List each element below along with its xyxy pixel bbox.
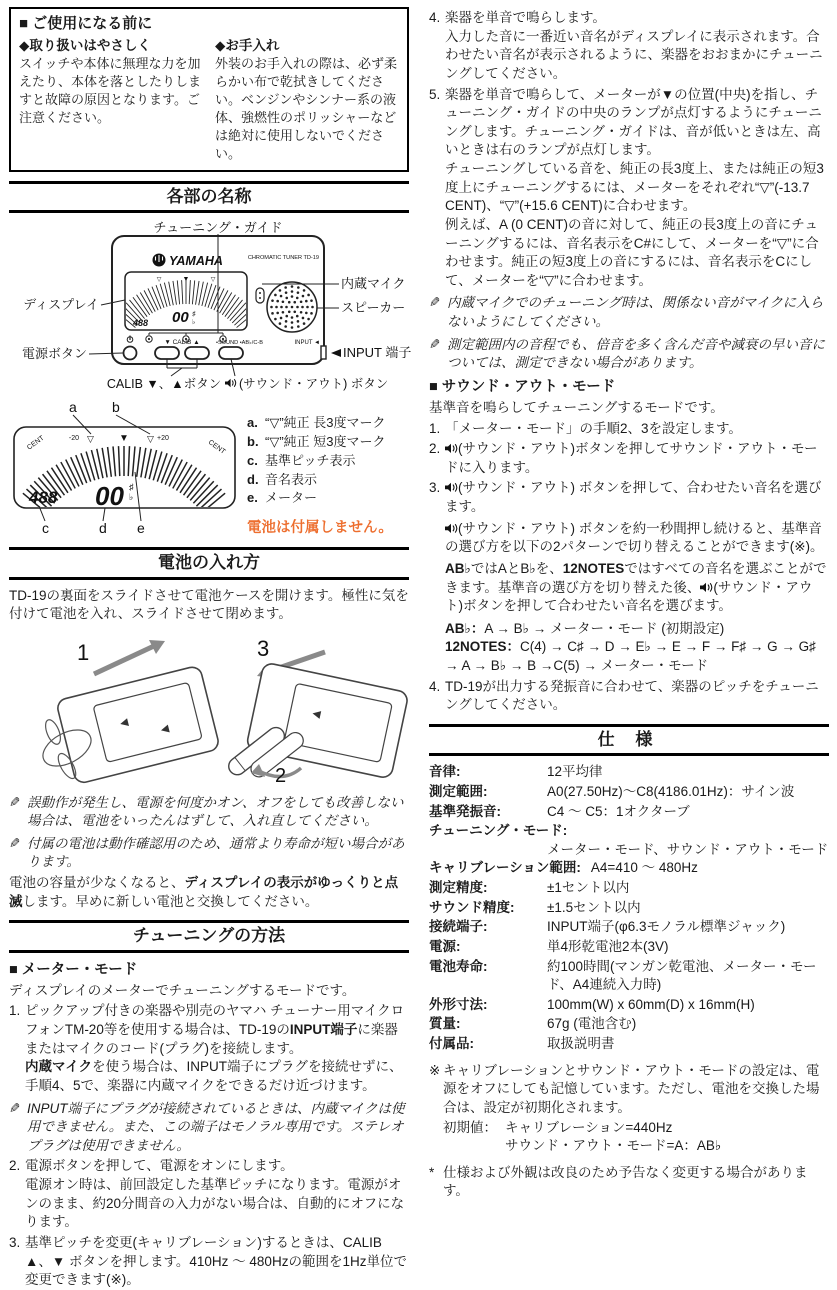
- spec-row-accessories: [429, 1035, 829, 1054]
- meter-mode-intro: ディスプレイのメーターでチューニングするモードです。: [9, 982, 356, 998]
- low-battery-para: [9, 874, 409, 911]
- meter-step-4: [429, 9, 829, 84]
- step-number: 2.: [429, 441, 441, 457]
- spec-row-jack: [429, 918, 829, 937]
- sound-step-1: [429, 420, 829, 439]
- battery-not-included-note: 電池は付属しません。: [247, 520, 393, 537]
- sound-step1-text: 「メーター・モード」の手順2、3を設定します。: [445, 420, 742, 436]
- sound-out-intro: 基準音を鳴らしてチューニングするモードです。: [429, 399, 724, 415]
- cent-right: CENT: [206, 438, 227, 456]
- legend-item-b: [247, 433, 393, 452]
- default-sound-out: サウンド・アウト・モード=A：AB♭: [505, 1138, 722, 1154]
- sound-step3-c: [445, 560, 829, 616]
- spec-label: 質量:: [429, 1016, 461, 1032]
- battery-figures: [9, 626, 409, 787]
- spec-row-temperament: [429, 763, 829, 782]
- cleaning-column: [215, 37, 399, 163]
- spec-label: チューニング・モード:: [429, 823, 568, 839]
- defaults-block: [443, 1119, 829, 1156]
- spec-label: 電源:: [429, 938, 461, 954]
- step2-text: 電源ボタンを押して、電源をオンにします。: [25, 1158, 294, 1174]
- spec-value: 約100時間(マンガン乾電池、メーター・モード、A4連続入力時): [547, 958, 817, 993]
- seq2-text: C(4) → C♯ → D → E♭ → E → F → F♯ → G → G♯ → A → B♭ → B →C(5) → メーター・モード: [445, 639, 816, 673]
- legend-key: a.: [247, 415, 258, 431]
- low-battery-bold: ディスプレイの表示がゆっくりと点滅: [9, 875, 399, 909]
- handling-column: [19, 37, 203, 163]
- footnote-mark: *: [429, 1164, 435, 1180]
- battery-intro: TD-19の裏面をスライドさせて電池ケースを開けます。極性に気を付けて電池を入れ、スライドさせて閉めます。: [9, 587, 409, 622]
- sound-step4-text: TD-19が出力する発振音に合わせて、楽器のピッチをチューニングしてください。: [445, 678, 819, 713]
- step5-a: 楽器を単音で鳴らして、メーターが▼の位置(中央)を指し、チューニング・ガイドの中央のランプが点灯するようにチューニングします。チューニング・ガイドは、音が低いときは左、高いときは右のランプが点灯します。: [445, 86, 822, 158]
- spec-row-dimensions: [429, 996, 829, 1015]
- input-panel-label: INPUT ◄: [294, 340, 320, 347]
- sound-step3-a: [445, 479, 829, 516]
- power-button: [124, 347, 137, 360]
- step3-text: 基準ピッチを変更(キャリブレーション)するときは、CALIB ▲、▼ ボタンを押します。410Hz ～ 480Hzの範囲を1Hz単位で変更できます(※)。: [25, 1234, 407, 1288]
- calib-up-button: [185, 347, 209, 359]
- sound-step-3: [429, 479, 829, 675]
- fig-step-3: 3: [257, 635, 270, 661]
- step1b-bold: 内蔵マイク: [25, 1059, 92, 1075]
- spec-value: メーター・モード、サウンド・アウト・モード: [547, 841, 829, 857]
- note-text: 付属の電池は動作確認用のため、通常より寿命が短い場合があります。: [27, 835, 405, 870]
- step1-sub: [25, 1058, 409, 1095]
- default-calibration: キャリブレーション=440Hz: [505, 1119, 673, 1135]
- input-arrow-icon: [331, 349, 341, 357]
- spec-value: 67g (電池含む): [547, 1016, 637, 1032]
- legend-item-a: [247, 414, 393, 433]
- defaults-label: 初期値：: [443, 1119, 497, 1135]
- handling-heading: ◆取り扱いはやさしく: [19, 37, 151, 53]
- section-title-specs: 仕 様: [429, 724, 829, 756]
- step1-bold: INPUT端子: [289, 1022, 358, 1038]
- spec-label: 付属品:: [429, 1036, 474, 1052]
- spec-value: A4=410 ～ 480Hz: [590, 860, 698, 876]
- meter-note: [9, 1100, 409, 1156]
- pitch-readout: 488: [29, 488, 58, 508]
- legend-item-d: [247, 471, 393, 490]
- right-column: [429, 7, 829, 1290]
- brand-text: YAMAHA: [169, 254, 223, 269]
- callout-e: e: [137, 520, 145, 537]
- spec-row-accuracy: [429, 879, 829, 898]
- legend-key: b.: [247, 433, 259, 449]
- seq1-text: A → B♭ → メーター・モード (初期設定): [484, 620, 725, 636]
- label-tuning-guide: チューニング・ガイド: [153, 220, 283, 236]
- step4-text: 楽器を単音で鳴らします。: [445, 10, 606, 25]
- intro-box: [9, 7, 409, 172]
- legend-text: “▽”純正 長3度マーク: [265, 415, 386, 431]
- low-battery-pre: 電池の容量が少なくなると、: [9, 875, 185, 891]
- pure-major-mark: ▽: [87, 434, 94, 445]
- scale-plus20: +20: [157, 435, 169, 443]
- spec-value: ±1セント以内: [547, 880, 630, 896]
- battery-fig-open: [37, 640, 220, 784]
- step3c-text3: (サウンド・アウト)ボタンを押して合わせたい音名を選びます。: [445, 579, 813, 614]
- calib-panel-label: ▼ CALIB ▲: [164, 339, 200, 347]
- spec-label: 外形寸法:: [429, 996, 488, 1012]
- step-number: 4.: [429, 678, 441, 694]
- sound-out-heading: ■ サウンド・アウト・モード: [429, 378, 616, 395]
- sound-step2-text: (サウンド・アウト)ボタンを押してサウンド・アウト・モードに入ります。: [445, 441, 818, 475]
- spec-value: INPUT端子(φ6.3モノラル標準ジャック): [547, 919, 786, 935]
- section-title-tuning: チューニングの方法: [9, 920, 409, 952]
- low-battery-post: します。早めに新しい電池と交換してください。: [22, 893, 319, 909]
- footnote-text: キャリブレーションとサウンド・アウト・モードの設定は、電源をオフにしても記憶しています。ただし、電池を交換した場合は、設定が初期化されます。: [443, 1062, 820, 1115]
- label-calib: CALIB ▼、▲ボタン: [106, 377, 222, 392]
- spec-value: C4 ～ C5：1オクターブ: [547, 803, 690, 819]
- device-pitch: 488: [133, 318, 149, 329]
- sound-panel-label: •SOUND •AB♭/C-B: [216, 340, 263, 347]
- callout-a: a: [69, 399, 77, 416]
- legend-item-c: [247, 452, 393, 471]
- legend-text: 基準ピッチ表示: [265, 452, 356, 468]
- step-number: 2.: [9, 1158, 21, 1174]
- spec-label: 音律:: [429, 764, 461, 780]
- section-title-battery: 電池の入れ方: [9, 547, 409, 579]
- display-detail-row: [9, 400, 409, 538]
- footnote-text: 仕様および外観は改良のため予告なく変更する場合があります。: [443, 1164, 808, 1199]
- sequence-abflat: [445, 620, 829, 639]
- meter-step-3: [9, 1234, 409, 1290]
- spec-label: 測定範囲:: [429, 783, 488, 799]
- note-digits: 00: [95, 481, 124, 512]
- meter-mode-heading: ■ メーター・モード: [9, 961, 138, 978]
- legend-item-e: [247, 489, 393, 508]
- cleaning-heading: ◆お手入れ: [215, 37, 280, 53]
- spec-row-range: [429, 783, 829, 802]
- pure-minor-mark: ▽: [147, 434, 154, 445]
- battery-fig-close: [225, 636, 409, 790]
- sound-button: [219, 347, 243, 359]
- sound-step3-b: [445, 520, 829, 557]
- flat-sign: ♭: [129, 492, 134, 503]
- spec-label: 接続端子:: [429, 919, 488, 935]
- spec-label: サウンド精度:: [429, 899, 515, 915]
- pencil-note-icon: ✎: [9, 835, 21, 851]
- scale-minus20: -20: [68, 435, 79, 443]
- legend-key: e.: [247, 490, 258, 506]
- specs-table: [429, 763, 829, 1053]
- step-number: 4.: [429, 10, 441, 25]
- label-power: 電源ボタン: [21, 346, 87, 362]
- intro-columns: [19, 37, 399, 163]
- spec-row-sound-accuracy: [429, 899, 829, 918]
- legend-text: “▽”純正 短3度マーク: [265, 433, 386, 449]
- note-text: INPUT端子にプラグが接続されているときは、内蔵マイクは使用できません。また、この端子はモノラル専用です。ステレオプラグは使用できません。: [27, 1100, 405, 1153]
- spec-row-tuning-modes: [429, 822, 829, 859]
- device-pure-mark-right: ▽: [210, 277, 216, 284]
- sound-out-icon: [445, 443, 458, 454]
- spec-value: 100mm(W) x 60mm(D) x 16mm(H): [547, 996, 755, 1012]
- step5-c: 例えば、A (0 CENT)の音に対して、純正の長3度上の音にチューニングするには、音名表示をC#にして、メーターを“▽”に合わせます。純正の短3度上の音にするには、音名表示をCにして、メーターを“▽”に合わせます。: [445, 216, 819, 288]
- sequence-12notes: [445, 638, 829, 675]
- seq1-label: AB♭：: [445, 620, 485, 636]
- meter-step-5: [429, 86, 829, 291]
- sound-step-2: [429, 440, 829, 477]
- step4-sub: 入力した音に一番近い音名がディスプレイに表示されます。合わせたい音名が表示されるように、楽器をおおまかにチューニングしてください。: [445, 28, 823, 81]
- fig-step-2: 2: [275, 764, 287, 787]
- step-number: 5.: [429, 86, 441, 102]
- legend-text: メーター: [265, 490, 318, 506]
- pencil-note-icon: ✎: [429, 295, 441, 311]
- sound-out-icon: [700, 582, 713, 593]
- callout-c: c: [42, 520, 49, 537]
- seq2-label: 12NOTES：: [445, 639, 521, 655]
- handling-body: スイッチや本体に無理な力を加えたり、本体を落としたりしますと故障の原因となります。ご注意ください。: [19, 56, 202, 126]
- step-number: 1.: [9, 1003, 21, 1019]
- input-jack: [321, 346, 326, 359]
- sound-step3-b-text: (サウンド・アウト) ボタンを約一秒間押し続けると、基準音の選び方を以下の2パターンで切り替えることができます(※)。: [445, 520, 824, 555]
- section-title-parts: 各部の名称: [9, 181, 409, 213]
- left-column: [9, 7, 412, 1290]
- sharp-sign: ♯: [129, 482, 134, 493]
- spec-value: 12平均律: [547, 764, 603, 780]
- step-number: 3.: [9, 1234, 21, 1250]
- spec-label: 電池寿命:: [429, 958, 488, 974]
- display-legend: [247, 400, 393, 538]
- sound-out-icon: [445, 482, 458, 493]
- pencil-note-icon: ✎: [9, 794, 21, 810]
- step5-b: チューニングしている音を、純正の長3度上、または純正の短3度上にチューニングするには、メーターをそれぞれ“▽”(-13.7 CENT)、“▽”(+15.6 CENT)に合わせます。: [445, 161, 824, 214]
- step-number: 3.: [429, 480, 441, 496]
- step3c-text1: ではAとB♭を、: [470, 560, 563, 576]
- sound-out-icon: [445, 523, 458, 534]
- meter-step-2: [9, 1157, 409, 1232]
- legend-text: 音名表示: [265, 471, 318, 487]
- intro-box-title: ■ ご使用になる前に: [19, 15, 153, 32]
- device-center-mark: ▼: [182, 276, 190, 284]
- spec-value: A0(27.50Hz)～C8(4186.01Hz)：サイン波: [547, 783, 795, 799]
- label-mic: 内蔵マイク: [341, 276, 406, 292]
- step1-pre: ピックアップ付きの楽器や別売のヤマハ チューナー用マイクロフォンTM-20等を使用する場合は、TD-19の: [25, 1003, 405, 1038]
- sound-speaker-icon: [225, 379, 236, 387]
- device-pure-mark-left: ▽: [156, 277, 162, 284]
- battery-note-1: [9, 794, 409, 831]
- label-sound: (サウンド・アウト) ボタン: [239, 377, 389, 392]
- legend-key: d.: [247, 471, 259, 487]
- note-text: 内蔵マイクでのチューニング時は、関係ない音がマイクに入らないようにしてください。: [447, 295, 824, 329]
- calib-down-button: [155, 347, 179, 359]
- spec-row-power: [429, 938, 829, 957]
- spec-row-weight: [429, 1015, 829, 1034]
- device-flat: ♭: [192, 319, 196, 327]
- spec-change-footnote: [429, 1164, 829, 1201]
- fig-step-1: 1: [77, 639, 90, 665]
- device-diagram: [9, 220, 412, 392]
- callout-d: d: [99, 520, 107, 537]
- pencil-note-icon: ✎: [429, 336, 441, 352]
- spec-label: 測定精度:: [429, 880, 488, 896]
- sound-step3-a-text: (サウンド・アウト) ボタンを押して、合わせたい音名を選びます。: [445, 480, 822, 514]
- step2-sub: 電源オン時は、前回設定した基準ピッチになります。電源がオンのまま、約20分間音の入力がない場合は、自動的にオフになります。: [25, 1177, 405, 1230]
- device-note-digits: 00: [172, 309, 189, 327]
- spec-label: 基準発振音:: [429, 803, 501, 819]
- callout-b: b: [112, 399, 120, 416]
- legend-key: c.: [247, 452, 258, 468]
- pencil-note-icon: ✎: [9, 1100, 21, 1116]
- twelvenotes-bold: 12NOTES: [562, 560, 625, 576]
- step3c-text2: ではすべての音名を選ぶことができます。基準音の選び方を切り替えた後、: [445, 560, 827, 595]
- label-display: ディスプレイ: [23, 297, 99, 313]
- spec-value: 取扱説明書: [547, 1036, 615, 1052]
- spec-value: 単4形乾電池2本(3V): [547, 938, 669, 954]
- cent-left: CENT: [26, 434, 46, 452]
- range-note: [429, 336, 829, 373]
- spec-row-reference-tone: [429, 803, 829, 822]
- model-text: CHROMATIC TUNER TD-19: [247, 255, 319, 262]
- footnote-mark: ※: [429, 1062, 441, 1078]
- note-text: 誤動作が発生し、電源を何度かオン、オフをしても改善しない場合は、電池をいったんはずして、入れ直してください。: [27, 794, 404, 829]
- cleaning-body: 外装のお手入れの際は、必ず柔らかい布で乾拭きしてください。ベンジンやシンナー系の液体、強燃性のポリッシャーなどは絶対に使用しないでください。: [215, 56, 398, 161]
- display-detail-diagram: [9, 400, 241, 536]
- battery-note-2: [9, 835, 409, 872]
- step1-post: に楽器またはマイクのコード(プラグ)を接続します。: [25, 1022, 398, 1056]
- spec-value: ±1.5セント以内: [547, 899, 641, 915]
- note-text: 測定範囲内の音程でも、倍音を多く含んだ音や減衰の早い音については、測定できない場合があります。: [447, 336, 825, 371]
- label-input: INPUT 端子: [343, 345, 412, 361]
- step1b-post: を使う場合は、INPUT端子にプラグを接続せずに、手順4、5で、楽器に内蔵マイクをできるだけ近づけます。: [25, 1059, 403, 1093]
- step-number: 1.: [429, 420, 441, 436]
- sound-step-4: [429, 678, 829, 715]
- device-sharp: ♯: [192, 311, 196, 319]
- spec-row-battery-life: [429, 958, 829, 995]
- label-speaker: スピーカー: [341, 300, 406, 316]
- meter-step-1: [9, 1002, 409, 1095]
- spec-row-calibration: [429, 859, 829, 878]
- mic-note: [429, 294, 829, 331]
- memory-footnote: [429, 1062, 829, 1118]
- spec-label: キャリブレーション範囲:: [429, 860, 581, 876]
- center-mark: ▼: [119, 433, 129, 445]
- abflat-bold: AB♭: [445, 560, 471, 576]
